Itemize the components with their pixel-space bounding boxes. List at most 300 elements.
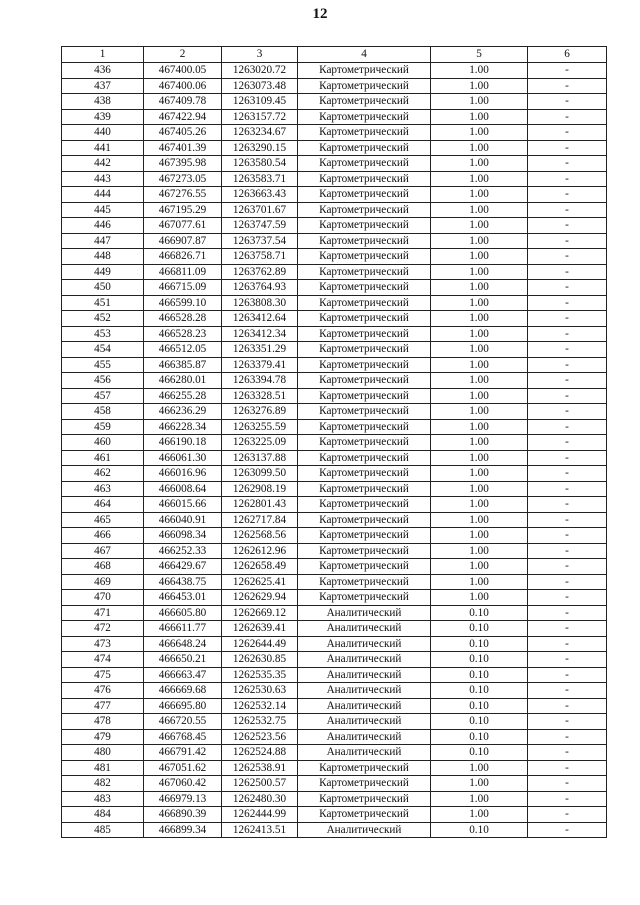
point-number-cell: 481 [62,760,144,776]
y-coordinate-cell: 1262532.75 [222,714,298,730]
y-coordinate-cell: 1263583.71 [222,171,298,187]
method-cell: Картометрический [298,218,431,234]
table-row [62,605,607,621]
note-cell: - [528,63,607,79]
accuracy-cell: 1.00 [431,419,528,435]
method-cell: Картометрический [298,187,431,203]
y-coordinate-cell: 1262630.85 [222,652,298,668]
accuracy-cell: 0.10 [431,605,528,621]
y-coordinate-cell: 1263663.43 [222,187,298,203]
note-cell: - [528,528,607,544]
table-row [62,652,607,668]
method-cell: Аналитический [298,714,431,730]
table-row [62,435,607,451]
table-row [62,109,607,125]
x-coordinate-cell: 466438.75 [144,574,222,590]
table-row [62,202,607,218]
column-header: 3 [222,47,298,63]
y-coordinate-cell: 1263351.29 [222,342,298,358]
table-row [62,729,607,745]
method-cell: Картометрический [298,202,431,218]
point-number-cell: 446 [62,218,144,234]
method-cell: Картометрический [298,233,431,249]
note-cell: - [528,435,607,451]
point-number-cell: 437 [62,78,144,94]
method-cell: Картометрический [298,543,431,559]
method-cell: Картометрический [298,264,431,280]
x-coordinate-cell: 466528.23 [144,326,222,342]
accuracy-cell: 1.00 [431,171,528,187]
note-cell: - [528,729,607,745]
point-number-cell: 439 [62,109,144,125]
point-number-cell: 470 [62,590,144,606]
accuracy-cell: 1.00 [431,388,528,404]
table-row [62,171,607,187]
note-cell: - [528,652,607,668]
method-cell: Картометрический [298,481,431,497]
table-row [62,419,607,435]
method-cell: Картометрический [298,807,431,823]
point-number-cell: 440 [62,125,144,141]
point-number-cell: 479 [62,729,144,745]
note-cell: - [528,125,607,141]
point-number-cell: 460 [62,435,144,451]
x-coordinate-cell: 466040.91 [144,512,222,528]
note-cell: - [528,714,607,730]
y-coordinate-cell: 1262500.57 [222,776,298,792]
accuracy-cell: 1.00 [431,249,528,265]
method-cell: Картометрический [298,78,431,94]
x-coordinate-cell: 467405.26 [144,125,222,141]
method-cell: Картометрический [298,140,431,156]
table-row [62,342,607,358]
point-number-cell: 444 [62,187,144,203]
point-number-cell: 442 [62,156,144,172]
x-coordinate-cell: 466008.64 [144,481,222,497]
y-coordinate-cell: 1263234.67 [222,125,298,141]
method-cell: Аналитический [298,745,431,761]
method-cell: Картометрический [298,419,431,435]
y-coordinate-cell: 1263762.89 [222,264,298,280]
table-row [62,249,607,265]
method-cell: Аналитический [298,698,431,714]
accuracy-cell: 1.00 [431,63,528,79]
table-row [62,78,607,94]
y-coordinate-cell: 1262532.14 [222,698,298,714]
table-row [62,791,607,807]
note-cell: - [528,357,607,373]
x-coordinate-cell: 467060.42 [144,776,222,792]
accuracy-cell: 1.00 [431,481,528,497]
y-coordinate-cell: 1263020.72 [222,63,298,79]
x-coordinate-cell: 466528.28 [144,311,222,327]
x-coordinate-cell: 467273.05 [144,171,222,187]
accuracy-cell: 0.10 [431,683,528,699]
table-row [62,543,607,559]
point-number-cell: 477 [62,698,144,714]
x-coordinate-cell: 466979.13 [144,791,222,807]
y-coordinate-cell: 1263099.50 [222,466,298,482]
note-cell: - [528,264,607,280]
accuracy-cell: 0.10 [431,822,528,838]
accuracy-cell: 1.00 [431,109,528,125]
accuracy-cell: 1.00 [431,218,528,234]
note-cell: - [528,574,607,590]
accuracy-cell: 1.00 [431,543,528,559]
note-cell: - [528,822,607,838]
x-coordinate-cell: 467400.06 [144,78,222,94]
note-cell: - [528,559,607,575]
point-number-cell: 458 [62,404,144,420]
table-row [62,63,607,79]
y-coordinate-cell: 1263701.67 [222,202,298,218]
note-cell: - [528,109,607,125]
point-number-cell: 469 [62,574,144,590]
y-coordinate-cell: 1263737.54 [222,233,298,249]
x-coordinate-cell: 466899.34 [144,822,222,838]
note-cell: - [528,776,607,792]
y-coordinate-cell: 1262413.51 [222,822,298,838]
table-row [62,450,607,466]
note-cell: - [528,388,607,404]
point-number-cell: 485 [62,822,144,838]
method-cell: Картометрический [298,156,431,172]
y-coordinate-cell: 1262717.84 [222,512,298,528]
method-cell: Картометрический [298,249,431,265]
x-coordinate-cell: 466385.87 [144,357,222,373]
accuracy-cell: 1.00 [431,512,528,528]
table-row [62,218,607,234]
x-coordinate-cell: 466255.28 [144,388,222,404]
method-cell: Картометрический [298,311,431,327]
x-coordinate-cell: 467400.05 [144,63,222,79]
accuracy-cell: 1.00 [431,295,528,311]
point-number-cell: 443 [62,171,144,187]
y-coordinate-cell: 1262639.41 [222,621,298,637]
y-coordinate-cell: 1262908.19 [222,481,298,497]
method-cell: Картометрический [298,512,431,528]
accuracy-cell: 1.00 [431,125,528,141]
note-cell: - [528,187,607,203]
y-coordinate-cell: 1263394.78 [222,373,298,389]
method-cell: Аналитический [298,683,431,699]
y-coordinate-cell: 1262644.49 [222,636,298,652]
x-coordinate-cell: 467276.55 [144,187,222,203]
method-cell: Картометрический [298,109,431,125]
method-cell: Картометрический [298,466,431,482]
point-number-cell: 456 [62,373,144,389]
accuracy-cell: 1.00 [431,140,528,156]
method-cell: Картометрический [298,388,431,404]
y-coordinate-cell: 1263379.41 [222,357,298,373]
table-row [62,822,607,838]
accuracy-cell: 1.00 [431,202,528,218]
x-coordinate-cell: 466768.45 [144,729,222,745]
x-coordinate-cell: 466811.09 [144,264,222,280]
y-coordinate-cell: 1262568.56 [222,528,298,544]
x-coordinate-cell: 466826.71 [144,249,222,265]
method-cell: Картометрический [298,63,431,79]
y-coordinate-cell: 1263225.09 [222,435,298,451]
accuracy-cell: 0.10 [431,714,528,730]
point-number-cell: 461 [62,450,144,466]
y-coordinate-cell: 1263764.93 [222,280,298,296]
table-row [62,574,607,590]
x-coordinate-cell: 467195.29 [144,202,222,218]
x-coordinate-cell: 466252.33 [144,543,222,559]
x-coordinate-cell: 466098.34 [144,528,222,544]
note-cell: - [528,78,607,94]
point-number-cell: 466 [62,528,144,544]
note-cell: - [528,543,607,559]
y-coordinate-cell: 1263412.34 [222,326,298,342]
accuracy-cell: 1.00 [431,497,528,513]
y-coordinate-cell: 1262801.43 [222,497,298,513]
table-row [62,512,607,528]
accuracy-cell: 1.00 [431,326,528,342]
x-coordinate-cell: 467401.39 [144,140,222,156]
y-coordinate-cell: 1263137.88 [222,450,298,466]
table-row [62,125,607,141]
method-cell: Картометрический [298,326,431,342]
point-number-cell: 482 [62,776,144,792]
table-row [62,714,607,730]
point-number-cell: 452 [62,311,144,327]
table-row [62,94,607,110]
point-number-cell: 454 [62,342,144,358]
method-cell: Картометрический [298,125,431,141]
x-coordinate-cell: 466720.55 [144,714,222,730]
accuracy-cell: 1.00 [431,264,528,280]
method-cell: Картометрический [298,373,431,389]
y-coordinate-cell: 1263290.15 [222,140,298,156]
x-coordinate-cell: 466015.66 [144,497,222,513]
point-number-cell: 480 [62,745,144,761]
x-coordinate-cell: 466016.96 [144,466,222,482]
point-number-cell: 455 [62,357,144,373]
y-coordinate-cell: 1263157.72 [222,109,298,125]
page-number: 12 [312,6,328,22]
method-cell: Картометрический [298,450,431,466]
table-row [62,807,607,823]
point-number-cell: 457 [62,388,144,404]
accuracy-cell: 1.00 [431,435,528,451]
table-row [62,140,607,156]
point-number-cell: 474 [62,652,144,668]
method-cell: Картометрический [298,528,431,544]
method-cell: Картометрический [298,280,431,296]
accuracy-cell: 0.10 [431,729,528,745]
x-coordinate-cell: 466453.01 [144,590,222,606]
method-cell: Картометрический [298,295,431,311]
y-coordinate-cell: 1263758.71 [222,249,298,265]
method-cell: Картометрический [298,435,431,451]
method-cell: Аналитический [298,822,431,838]
method-cell: Картометрический [298,776,431,792]
accuracy-cell: 1.00 [431,233,528,249]
y-coordinate-cell: 1263073.48 [222,78,298,94]
table-row [62,280,607,296]
x-coordinate-cell: 466669.68 [144,683,222,699]
x-coordinate-cell: 466429.67 [144,559,222,575]
point-number-cell: 463 [62,481,144,497]
table-header [62,47,607,63]
method-cell: Аналитический [298,729,431,745]
point-number-cell: 472 [62,621,144,637]
x-coordinate-cell: 466236.29 [144,404,222,420]
note-cell: - [528,342,607,358]
note-cell: - [528,202,607,218]
note-cell: - [528,760,607,776]
accuracy-cell: 1.00 [431,373,528,389]
note-cell: - [528,295,607,311]
point-number-cell: 478 [62,714,144,730]
y-coordinate-cell: 1262535.35 [222,667,298,683]
table-row [62,776,607,792]
accuracy-cell: 0.10 [431,745,528,761]
table-row [62,264,607,280]
table-row [62,311,607,327]
y-coordinate-cell: 1263109.45 [222,94,298,110]
accuracy-cell: 0.10 [431,652,528,668]
y-coordinate-cell: 1262612.96 [222,543,298,559]
table-row [62,326,607,342]
x-coordinate-cell: 467395.98 [144,156,222,172]
column-header: 1 [62,47,144,63]
y-coordinate-cell: 1262629.94 [222,590,298,606]
y-coordinate-cell: 1263412.64 [222,311,298,327]
accuracy-cell: 1.00 [431,342,528,358]
x-coordinate-cell: 466715.09 [144,280,222,296]
table-row [62,357,607,373]
accuracy-cell: 1.00 [431,791,528,807]
table-row [62,621,607,637]
accuracy-cell: 1.00 [431,776,528,792]
note-cell: - [528,667,607,683]
note-cell: - [528,450,607,466]
y-coordinate-cell: 1262530.63 [222,683,298,699]
point-number-cell: 468 [62,559,144,575]
column-header: 2 [144,47,222,63]
point-number-cell: 475 [62,667,144,683]
method-cell: Картометрический [298,574,431,590]
table-row [62,233,607,249]
y-coordinate-cell: 1263808.30 [222,295,298,311]
point-number-cell: 438 [62,94,144,110]
table-row [62,481,607,497]
method-cell: Аналитический [298,667,431,683]
accuracy-cell: 1.00 [431,450,528,466]
x-coordinate-cell: 466280.01 [144,373,222,389]
accuracy-cell: 0.10 [431,667,528,683]
x-coordinate-cell: 466190.18 [144,435,222,451]
table-row [62,745,607,761]
point-number-cell: 476 [62,683,144,699]
point-number-cell: 450 [62,280,144,296]
table-row [62,590,607,606]
x-coordinate-cell: 467051.62 [144,760,222,776]
table-row [62,466,607,482]
method-cell: Аналитический [298,652,431,668]
note-cell: - [528,512,607,528]
point-number-cell: 447 [62,233,144,249]
accuracy-cell: 0.10 [431,698,528,714]
point-number-cell: 436 [62,63,144,79]
accuracy-cell: 1.00 [431,528,528,544]
note-cell: - [528,621,607,637]
note-cell: - [528,636,607,652]
y-coordinate-cell: 1262538.91 [222,760,298,776]
note-cell: - [528,326,607,342]
table-row [62,373,607,389]
table-row [62,404,607,420]
note-cell: - [528,311,607,327]
note-cell: - [528,807,607,823]
x-coordinate-cell: 466650.21 [144,652,222,668]
method-cell: Картометрический [298,791,431,807]
note-cell: - [528,466,607,482]
x-coordinate-cell: 466061.30 [144,450,222,466]
y-coordinate-cell: 1262480.30 [222,791,298,807]
table-row [62,636,607,652]
method-cell: Картометрический [298,760,431,776]
x-coordinate-cell: 467409.78 [144,94,222,110]
point-number-cell: 467 [62,543,144,559]
note-cell: - [528,140,607,156]
table-row [62,683,607,699]
note-cell: - [528,605,607,621]
x-coordinate-cell: 466907.87 [144,233,222,249]
note-cell: - [528,171,607,187]
table-row [62,187,607,203]
note-cell: - [528,373,607,389]
x-coordinate-cell: 466605.80 [144,605,222,621]
point-number-cell: 445 [62,202,144,218]
table-row [62,528,607,544]
column-header: 5 [431,47,528,63]
note-cell: - [528,280,607,296]
x-coordinate-cell: 467422.94 [144,109,222,125]
point-number-cell: 448 [62,249,144,265]
accuracy-cell: 1.00 [431,156,528,172]
coordinates-table [61,46,607,838]
note-cell: - [528,590,607,606]
accuracy-cell: 1.00 [431,574,528,590]
table-row [62,497,607,513]
method-cell: Аналитический [298,621,431,637]
table-row [62,156,607,172]
method-cell: Картометрический [298,404,431,420]
note-cell: - [528,698,607,714]
note-cell: - [528,497,607,513]
point-number-cell: 453 [62,326,144,342]
point-number-cell: 471 [62,605,144,621]
method-cell: Картометрический [298,357,431,373]
note-cell: - [528,218,607,234]
point-number-cell: 441 [62,140,144,156]
table-row [62,295,607,311]
table-row [62,388,607,404]
y-coordinate-cell: 1263255.59 [222,419,298,435]
point-number-cell: 449 [62,264,144,280]
note-cell: - [528,683,607,699]
point-number-cell: 451 [62,295,144,311]
method-cell: Аналитический [298,636,431,652]
point-number-cell: 484 [62,807,144,823]
x-coordinate-cell: 466228.34 [144,419,222,435]
y-coordinate-cell: 1262625.41 [222,574,298,590]
x-coordinate-cell: 466890.39 [144,807,222,823]
